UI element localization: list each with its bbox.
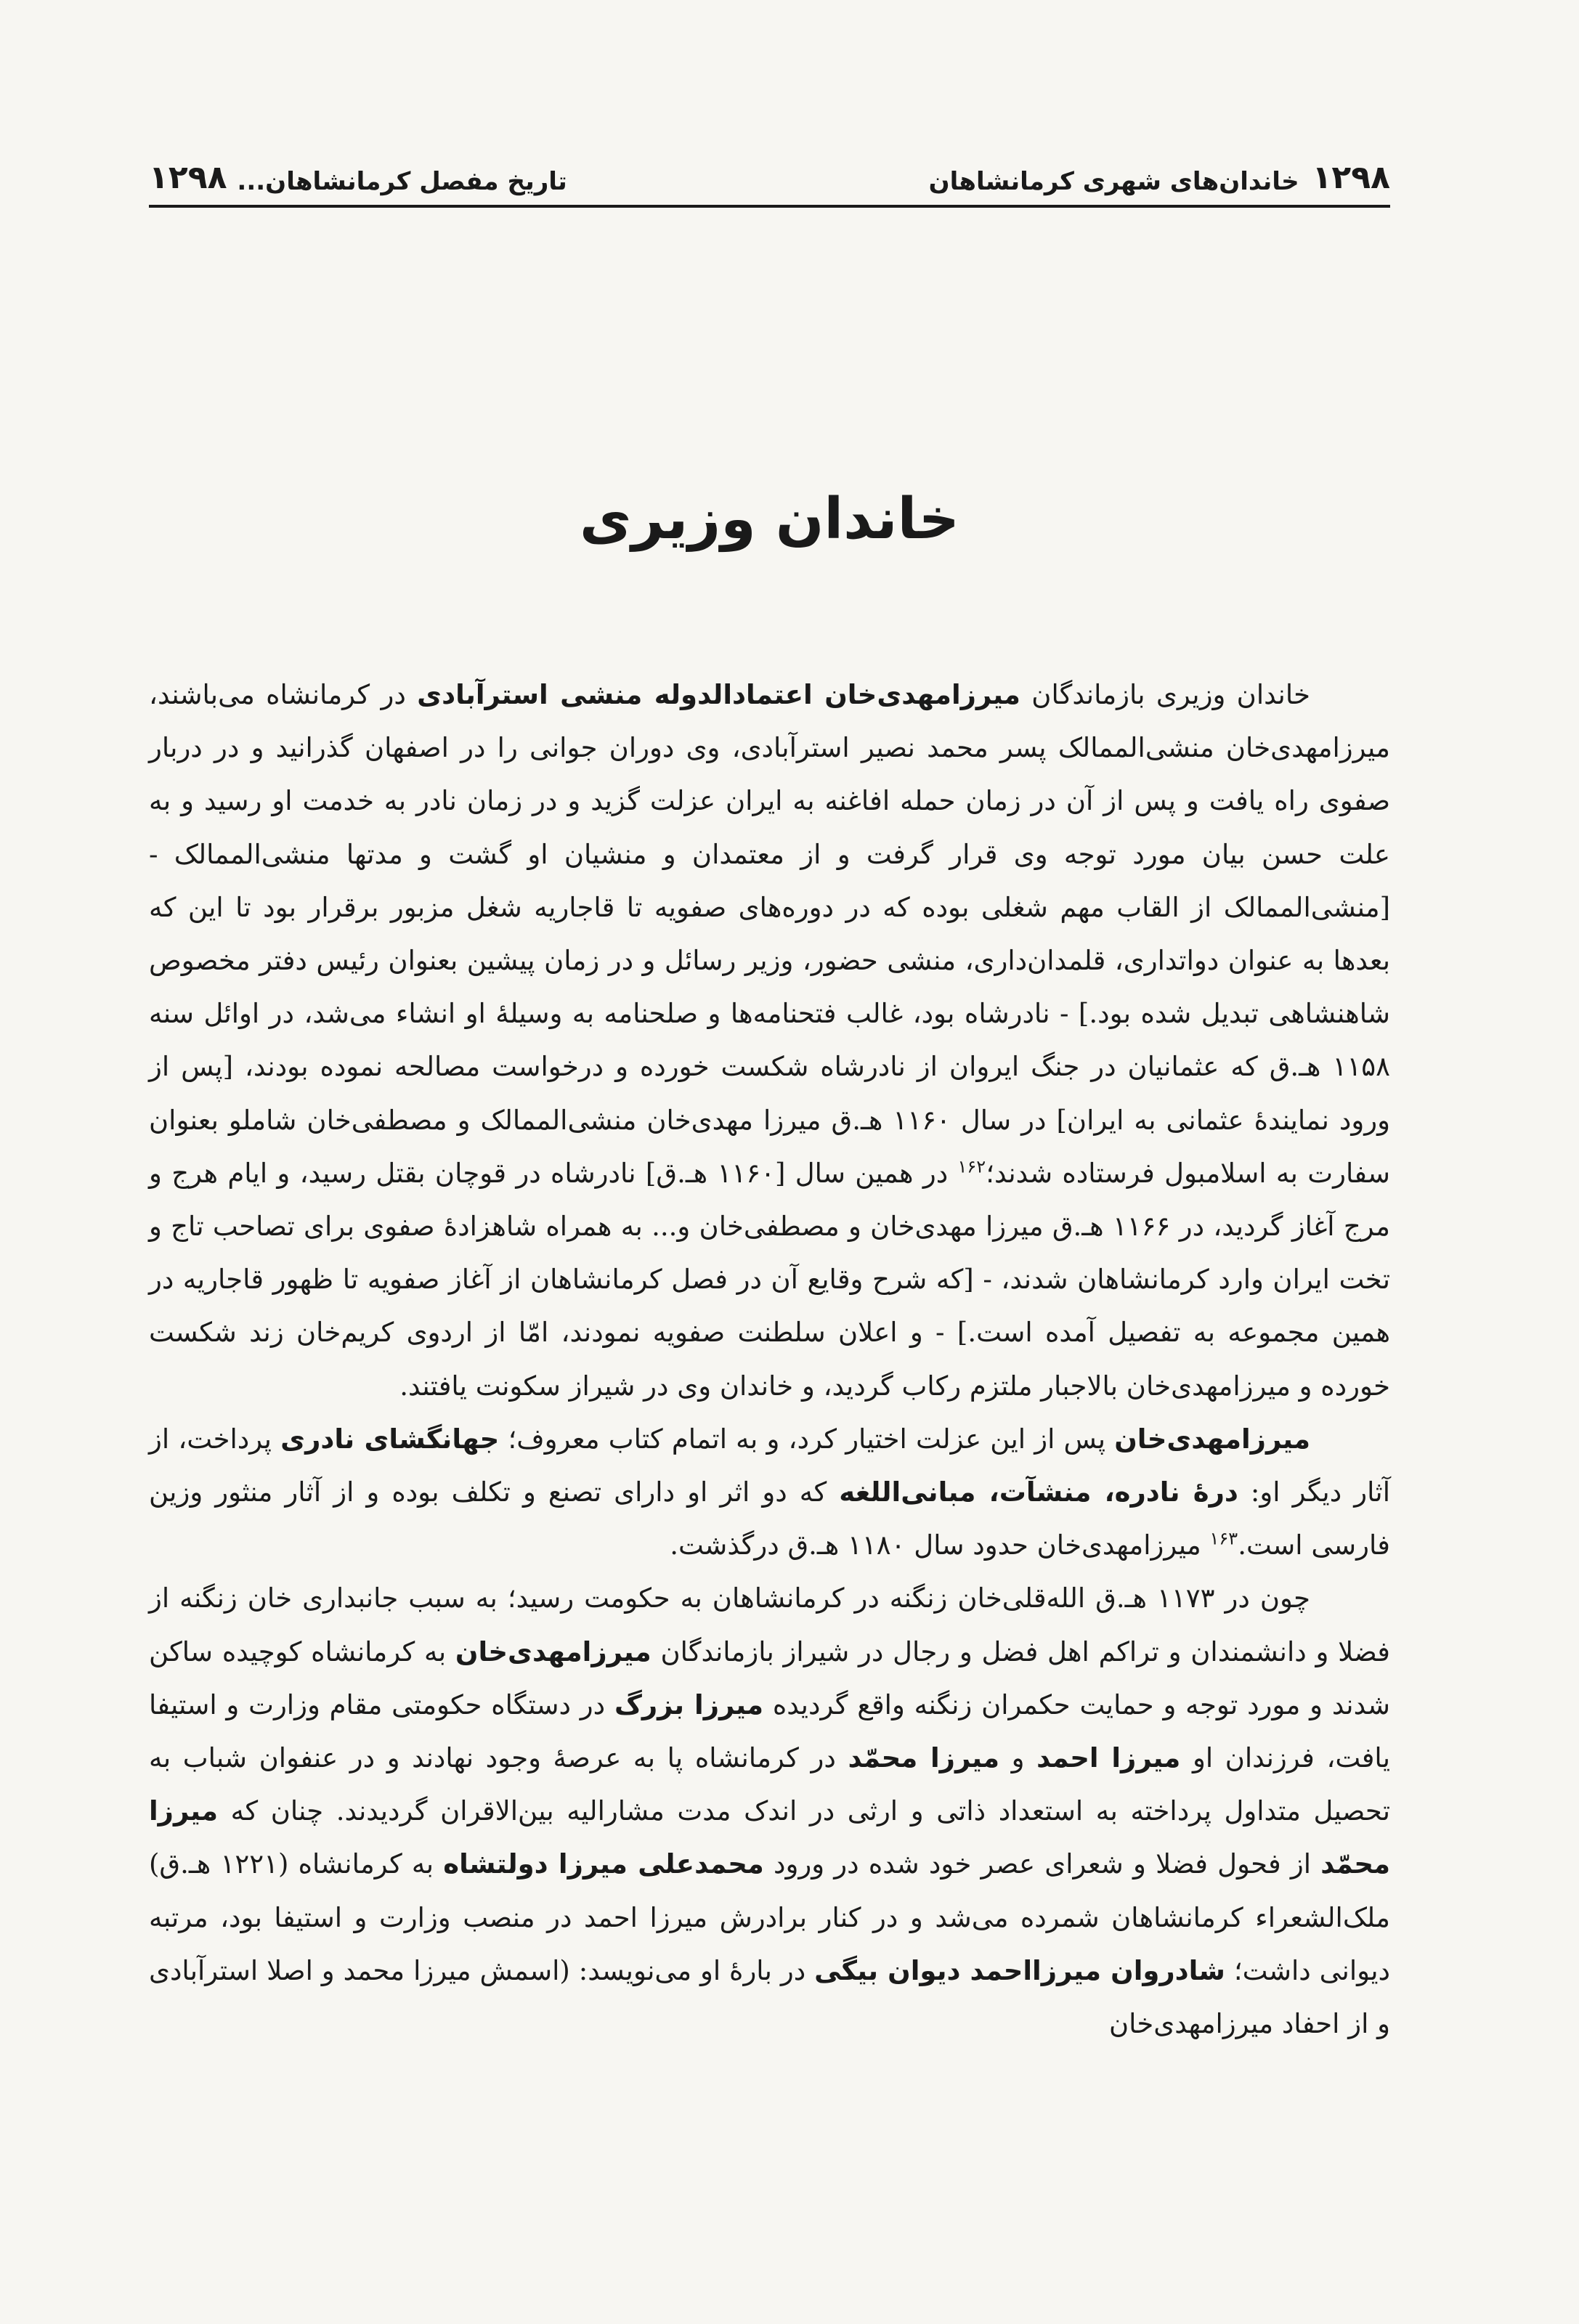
bold-name: میرزا محمّد [149,1795,1390,1880]
footnote-ref[interactable]: ۱۶۳ [1209,1528,1238,1549]
bold-name: شادروان میرزااحمد دیوان بیگی [814,1954,1225,1986]
text-run: در دستگاه حکومتی مقام وزارت و استیفا یافت، فرزندان او [149,1689,1391,1774]
text-run: چون در ۱۱۷۳ هـ.ق الله‌قلی‌خان زنگنه در کرمانشاهان به حکومت رسید؛ به سبب جانبداری خان زنگنه از فضلا و دانشمندان و تراکم اهل فضل و رجال در شیراز بازماندگان [149,1582,1390,1667]
bold-name: میرزا محمّد [848,1742,999,1774]
text-run: در کرمانشاه پا به عرصهٔ وجود نهادند و در عنفوان شباب به تحصیل متداول پرداخته به استعداد ذاتی و ارثی در اندک مدت مشارالیه بین‌الاقران گردیدند. چنان که [149,1742,1390,1827]
text-run: در همین سال [۱۱۶۰ هـ.ق] نادرشاه در قوچان بقتل رسید، و ایام هرج و مرج آغاز گردید، در ۱۱۶۶ هـ.ق میرزا مهدی‌خان و مصطفی‌خان و... به همراه شاهزادهٔ صفوی برای تصاحب تاج و تخت ایران وارد کرمانشاهان شدند، - [که شرح وقایع آن در فصل کرمانشاهان از آغاز صفویه تا ظهور قاجاریه در همین مجموعه به تفصیل آمده است.] - و اعلان سلطنت صفویه نمودند، امّا از اردوی کریم‌خان زند شکست خورده و میرزامهدی‌خان بالاجبار ملتزم رکاب گردید، و خاندان وی در شیراز سکونت یافتند. [149,1157,1390,1402]
text-run: در بارهٔ او می‌نویسد: (اسمش میرزا محمد و اصلا استرآبادی و از احفاد میرزامهدی‌خان [149,1954,1390,2040]
section-title: خاندان وزیری [580,487,959,552]
text-run: که دو اثر او دارای تصنع و تکلف بوده و از آثار منثور وزین فارسی است. [149,1476,1390,1561]
header-book-title: تاریخ مفصل کرمانشاهان... [237,167,567,196]
bold-name: میرزا احمد [1036,1742,1181,1774]
paragraph-2 [149,1413,1390,1572]
body-text [149,668,1390,2050]
header-chapter-title: خاندان‌های شهری کرمانشاهان [928,167,1299,196]
bold-name: میرزا بزرگ [614,1689,764,1720]
bold-name: میرزامهدی‌خان [1114,1423,1310,1455]
text-run: و [999,1742,1037,1774]
text-run: میرزامهدی‌خان حدود سال ۱۱۸۰ هـ.ق درگذشت. [670,1529,1210,1561]
header-page-number-right: ۱۲۹۸ [1312,159,1390,196]
text-run: در کرمانشاه می‌باشند، میرزامهدی‌خان منشی‌الممالک پسر محمد نصیر استرآبادی، وی دوران جوانی را در اصفهان گذرانید و در دربار صفوی راه یافت و پس از آن در زمان حمله افاغنه به ایران عزلت گزید و در زمان نادر به خدمت او رسید و به علت حسن بیان مورد توجه وی قرار گرفت و از معتمدان و منشیان او گشت و مدتها منشی‌الممالک - [منشی‌الممالک از القاب مهم شغلی بوده که در دوره‌های صفویه تا قاجاریه شغل مزبور برقرار بود تا این که بعدها به عنوان دواتداری، قلمدان‌داری، منشی حضور، وزیر رسائل و در زمان پیشین بعنوان رئیس دفتر مخصوص شاهنشاهی تبدیل شده بود.] - نادرشاه بود، غالب فتحنامه‌ها و صلحنامه به وسیلهٔ او انشاء می‌شد، در اوائل سنه ۱۱۵۸ هـ.ق که عثمانیان در جنگ ایروان از نادرشاه شکست خورده و درخواست مصالحه نموده بودند، [پس از ورود نمایندهٔ عثمانی به ایران] در سال ۱۱۶۰ هـ.ق میرزا مهدی‌خان منشی‌الممالک و مصطفی‌خان شاملو بعنوان سفارت به اسلامبول فرستاده شدند؛ [149,679,1390,1189]
paragraph-3 [149,1572,1390,2050]
paragraph-1 [149,668,1390,1413]
running-header [149,145,1390,208]
text-run: از فحول فضلا و شعرای عصر خود شده در ورود [763,1848,1321,1880]
header-page-number-left: ۱۲۹۸ [149,159,227,196]
bold-book-title: جهانگشای نادری [280,1423,500,1455]
header-left [149,159,567,196]
text-run: پرداخت، از آثار دیگر او: [149,1423,1390,1508]
bold-name: میرزامهدی‌خان [455,1636,652,1667]
bold-name: میرزامهدی‌خان اعتمادالدوله منشی استرآبادی [417,679,1020,710]
text-run: خاندان وزیری بازماندگان [1020,679,1310,710]
header-right [929,159,1390,196]
bold-book-titles: درهٔ نادره، منشآت، مبانی‌اللغه [839,1476,1238,1508]
footnote-ref[interactable]: ۱۶۲ [957,1156,986,1177]
text-run: به کرمانشاه (۱۲۲۱ هـ.ق) ملک‌الشعراء کرمانشاهان شمرده می‌شد و در کنار برادرش میرزا احمد در منصب وزارت و استیفا بود، مرتبه دیوانی داشت؛ [149,1848,1390,1986]
text-run: پس از این عزلت اختیار کرد، و به اتمام کتاب معروف؛ [499,1423,1115,1455]
text-run: به کرمانشاه کوچیده ساکن شدند و مورد توجه و حمایت حکمران زنگنه واقع گردیده [149,1636,1391,1720]
bold-name: محمدعلی میرزا دولتشاه [443,1848,764,1880]
